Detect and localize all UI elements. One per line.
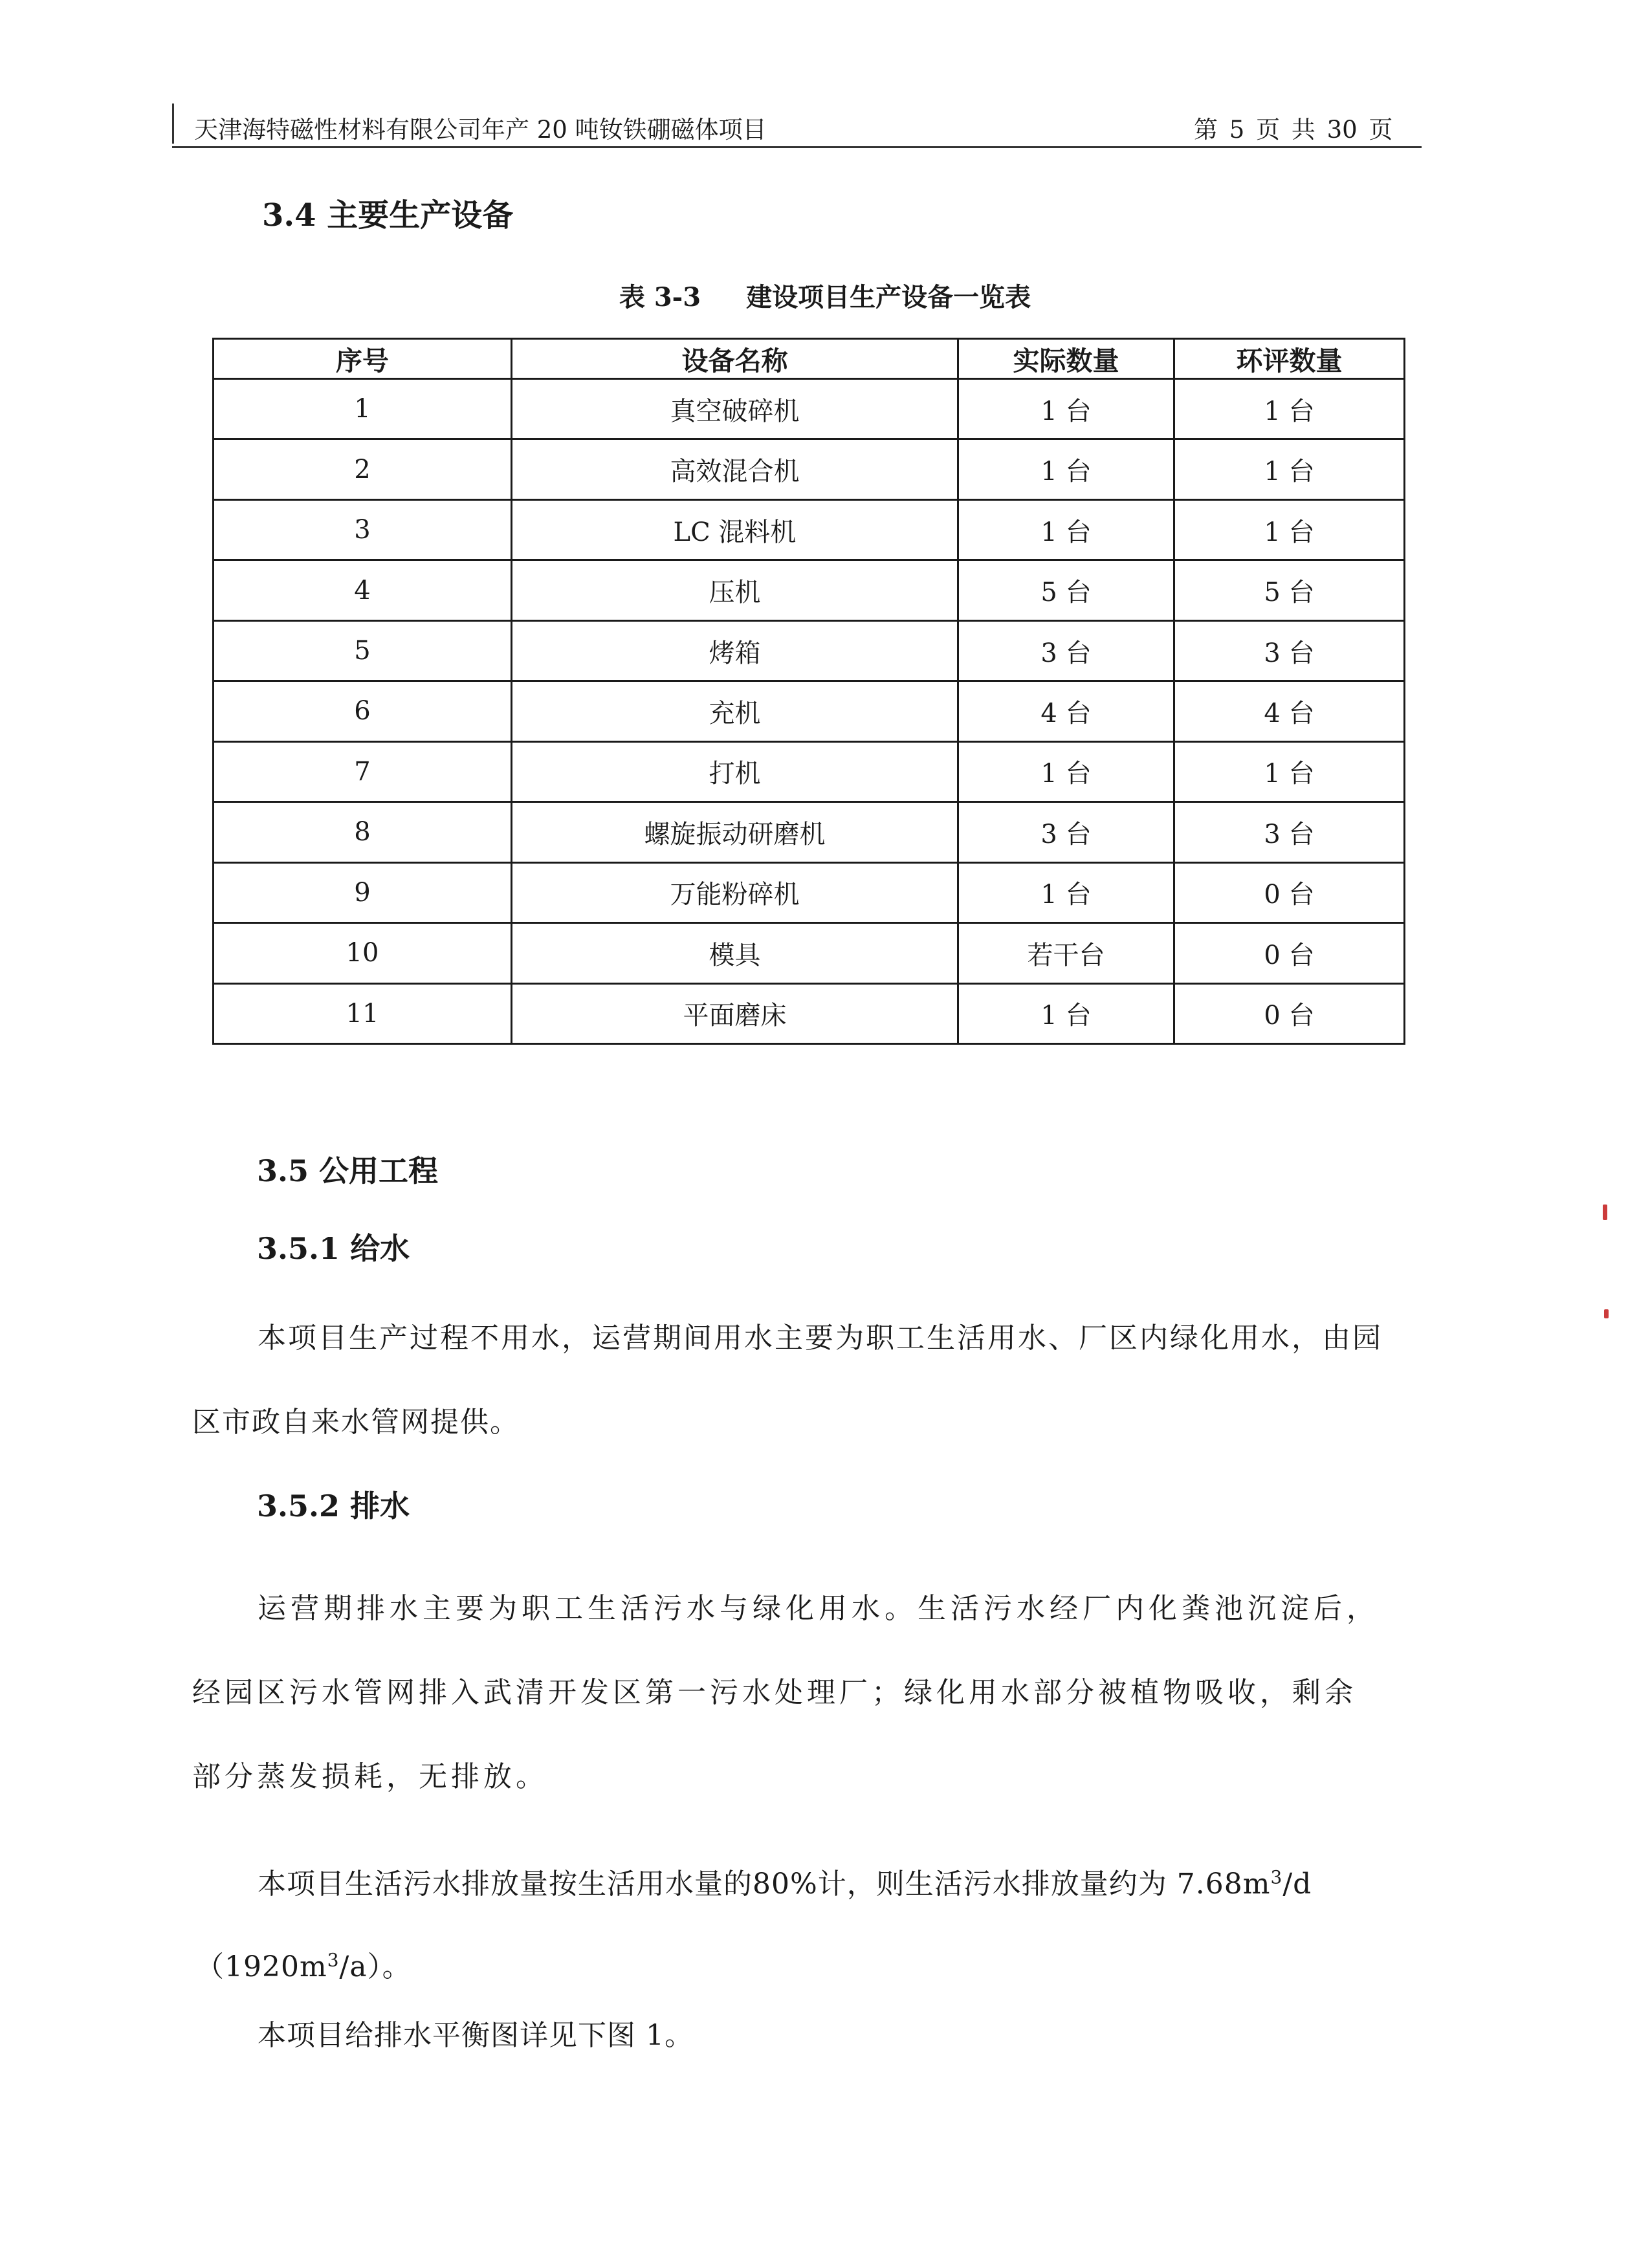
cell-actual-quantity: 1 台 [958, 983, 1174, 1043]
drainage-paragraph-line-3: 部分蒸发损耗，无排放。 [192, 1760, 548, 1793]
cell-equipment-name: 打机 [512, 741, 958, 801]
cell-eia-quantity: 1 台 [1174, 499, 1405, 560]
header-project-title: 天津海特磁性材料有限公司年产 20 吨钕铁硼磁体项目 [194, 116, 767, 144]
cell-eia-quantity: 5 台 [1174, 560, 1405, 620]
cell-index: 8 [214, 802, 512, 862]
cell-index: 11 [214, 983, 512, 1043]
cell-index: 10 [214, 923, 512, 983]
section-heading-3-5-1: 3.5.1 给水 [257, 1231, 410, 1266]
table-row [214, 983, 1405, 1043]
table-row [214, 923, 1405, 983]
annual-discharge-text: （1920m [195, 1950, 327, 1983]
cell-index: 5 [214, 620, 512, 681]
section-heading-3-5-2: 3.5.2 排水 [257, 1488, 410, 1523]
col-header-equipment-name: 设备名称 [512, 339, 958, 379]
header-rule [172, 146, 1422, 148]
cell-equipment-name: 充机 [512, 681, 958, 741]
cell-actual-quantity: 1 台 [958, 499, 1174, 560]
cell-index: 6 [214, 681, 512, 741]
table-caption-number: 表 3-3 [619, 282, 701, 312]
header-tick-mark [172, 104, 174, 144]
table-row [214, 379, 1405, 439]
table-caption-title: 建设项目生产设备一览表 [746, 282, 1031, 312]
table-row [214, 802, 1405, 862]
table-row [214, 439, 1405, 499]
discharge-paragraph-line-2 [195, 1943, 412, 1985]
drainage-paragraph-line-1: 运营期排水主要为职工生活污水与绿化用水。生活污水经厂内化粪池沉淀后， [258, 1592, 1380, 1625]
table-row [214, 620, 1405, 681]
cell-equipment-name: 高效混合机 [512, 439, 958, 499]
cell-actual-quantity: 3 台 [958, 620, 1174, 681]
cell-index: 2 [214, 439, 512, 499]
cell-actual-quantity: 若干台 [958, 923, 1174, 983]
cell-eia-quantity: 1 台 [1174, 741, 1405, 801]
cell-actual-quantity: 5 台 [958, 560, 1174, 620]
cell-index: 7 [214, 741, 512, 801]
annual-discharge-unit: /a）。 [339, 1950, 412, 1983]
cell-eia-quantity: 1 台 [1174, 439, 1405, 499]
cell-actual-quantity: 1 台 [958, 741, 1174, 801]
section-heading-3-5: 3.5 公用工程 [257, 1153, 439, 1188]
cell-equipment-name: 平面磨床 [512, 983, 958, 1043]
table-row [214, 681, 1405, 741]
equipment-table [212, 338, 1405, 1045]
header-page-number: 第 5 页 共 30 页 [1194, 116, 1393, 144]
cell-index: 9 [214, 862, 512, 922]
cell-equipment-name: 万能粉碎机 [512, 862, 958, 922]
scan-speck [1603, 1205, 1607, 1220]
cell-equipment-name: LC 混料机 [512, 499, 958, 560]
cell-actual-quantity: 1 台 [958, 439, 1174, 499]
cell-actual-quantity: 3 台 [958, 802, 1174, 862]
table-caption [0, 277, 1650, 314]
cell-equipment-name: 压机 [512, 560, 958, 620]
col-header-actual-quantity: 实际数量 [958, 339, 1174, 379]
section-heading-3-4: 3.4 主要生产设备 [262, 197, 514, 234]
cell-equipment-name: 烤箱 [512, 620, 958, 681]
col-header-eia-quantity: 环评数量 [1174, 339, 1405, 379]
col-header-index: 序号 [214, 339, 512, 379]
cell-actual-quantity: 4 台 [958, 681, 1174, 741]
figure-reference-paragraph: 本项目给排水平衡图详见下图 1。 [258, 2019, 694, 2052]
cell-equipment-name: 真空破碎机 [512, 379, 958, 439]
water-supply-paragraph-line-1: 本项目生产过程不用水，运营期间用水主要为职工生活用水、厂区内绿化用水，由园 [258, 1322, 1383, 1355]
drainage-paragraph-line-2: 经园区污水管网排入武清开发区第一污水处理厂；绿化用水部分被植物吸收，剩余 [192, 1676, 1357, 1709]
table-row [214, 862, 1405, 922]
table-row [214, 560, 1405, 620]
cell-actual-quantity: 1 台 [958, 379, 1174, 439]
table-header-row [214, 339, 1405, 379]
discharge-text: 本项目生活污水排放量按生活用水量的80%计，则生活污水排放量约为 7.68m [258, 1868, 1271, 1901]
scan-speck [1604, 1309, 1609, 1318]
cell-index: 3 [214, 499, 512, 560]
discharge-paragraph-line-1 [258, 1860, 1312, 1902]
cell-eia-quantity: 3 台 [1174, 620, 1405, 681]
cell-eia-quantity: 3 台 [1174, 802, 1405, 862]
cell-eia-quantity: 0 台 [1174, 983, 1405, 1043]
table-row [214, 499, 1405, 560]
cell-eia-quantity: 0 台 [1174, 862, 1405, 922]
cell-eia-quantity: 4 台 [1174, 681, 1405, 741]
cell-actual-quantity: 1 台 [958, 862, 1174, 922]
superscript-3: 3 [1270, 1866, 1283, 1888]
cell-equipment-name: 模具 [512, 923, 958, 983]
cell-index: 4 [214, 560, 512, 620]
cell-eia-quantity: 0 台 [1174, 923, 1405, 983]
discharge-unit: /d [1282, 1868, 1312, 1901]
table-row [214, 741, 1405, 801]
superscript-3: 3 [327, 1949, 340, 1971]
cell-eia-quantity: 1 台 [1174, 379, 1405, 439]
cell-index: 1 [214, 379, 512, 439]
water-supply-paragraph-line-2: 区市政自来水管网提供。 [192, 1406, 520, 1439]
cell-equipment-name: 螺旋振动研磨机 [512, 802, 958, 862]
